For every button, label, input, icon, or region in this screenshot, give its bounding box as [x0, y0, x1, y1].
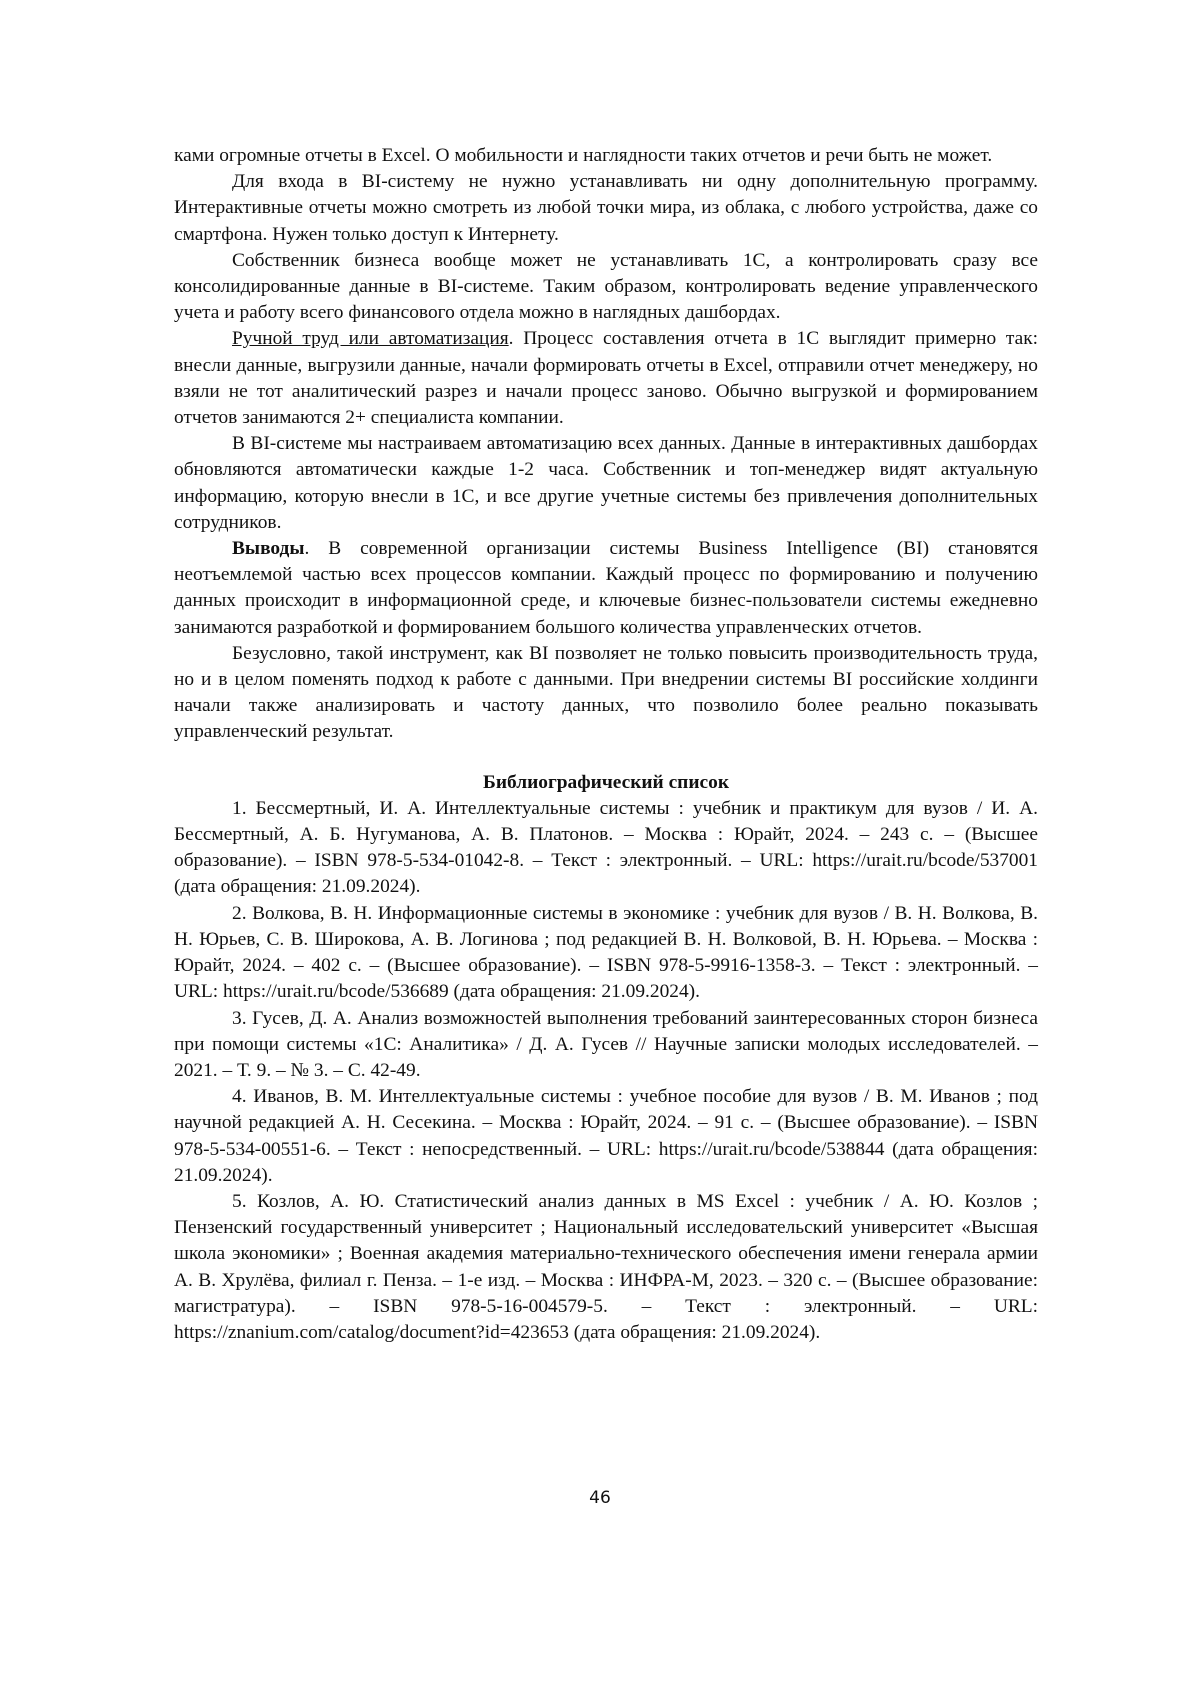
bibliography-list: [174, 796, 1038, 1346]
paragraph-conclusions: [174, 536, 1038, 641]
conclusions-text: . В современной организации системы Business Intelligence (BI) становятся неотъемлемой частью всех процессов компании. Каждый процесс по формированию и получению данных происходит в информационной среде, и ключевые бизнес-пользователи системы ежедневно занимаются разработкой и формированием большого количества управленческих отчетов.: [174, 538, 1038, 638]
page-number: 46: [589, 1488, 611, 1508]
manual-work-text: . Процесс составления отчета в 1С выглядит примерно так: внесли данные, выгрузили данные, начали формировать отчеты в Excel, отправили отчет менеджеру, но взяли не тот аналитический разрез и начали процесс заново. Обычно выгрузкой и формированием отчетов занимаются 2+ специалиста компании.: [174, 328, 1038, 429]
bibliography-item: 4. Иванов, В. М. Интеллектуальные системы : учебное пособие для вузов / В. М. Иванов ; под научной редакцией А. Н. Сесекина. – Москва : Юрайт, 2024. – 91 с. – (Высшее образование). – ISBN 978-5-534-00551-6. – Текст : непосредственный. – URL: https://urait.ru/bcode/538844 (дата обращения: 21.09.2024).: [174, 1086, 1038, 1186]
bibliography-item: 3. Гусев, Д. А. Анализ возможностей выполнения требований заинтересованных сторон бизнеса при помощи системы «1С: Аналитика» / Д. А. Гусев // Научные записки молодых исследователей. – 2021. – Т. 9. – № 3. – С. 42-49.: [174, 1007, 1038, 1081]
paragraph-continued: ками огромные отчеты в Excel. О мобильности и наглядности таких отчетов и речи быть не может.: [174, 145, 993, 166]
manual-work-heading: Ручной труд или автоматизация: [232, 328, 509, 350]
conclusions-heading: Выводы: [232, 538, 305, 560]
paragraph-automation: В BI-системе мы настраиваем автоматизацию всех данных. Данные в интерактивных дашбордах обновляются автоматически каждые 1-2 часа. Собственник и топ-менеджер видят актуальную информацию, которую внесли в 1С, и все другие учетные системы без привлечения дополнительных сотрудников.: [174, 433, 1038, 533]
paragraph-bi-access: Для входа в BI-систему не нужно устанавливать ни одну дополнительную программу. Интерактивные отчеты можно смотреть из любой точки мира, из облака, с любого устройства, даже со смартфона. Нужен только доступ к Интернету.: [174, 171, 1038, 245]
page-content: [174, 143, 1038, 1346]
bibliography-item: 2. Волкова, В. Н. Информационные системы в экономике : учебник для вузов / В. Н. Волкова, В. Н. Юрьев, С. В. Широкова, А. В. Логинова ; под редакцией В. Н. Волковой, В. Н. Юрьева. – Москва : Юрайт, 2024. – 402 с. – (Высшее образование). – ISBN 978-5-9916-1358-3. – Текст : электронный. – URL: https://urait.ru/bcode/536689 (дата обращения: 21.09.2024).: [174, 902, 1038, 1003]
paragraph-manual-work: [174, 326, 1038, 431]
paragraph-bi-benefits: Безусловно, такой инструмент, как BI позволяет не только повысить производительность труда, но и в целом поменять подход к работе с данными. При внедрении системы BI российские холдинги начали также анализировать и частоту данных, что позволило более реально показывать управленческий результат.: [174, 642, 1038, 743]
bibliography-item: 5. Козлов, А. Ю. Статистический анализ данных в MS Excel : учебник / А. Ю. Козлов ; Пензенский государственный университет ; Национальный исследовательский университет «Высшая школа экономики» ; Военная академия материально-технического обеспечения имени генерала армии А. В. Хрулёва, филиал г. Пенза. – 1-е изд. – Москва : ИНФРА-М, 2023. – 320 с. – (Высшее образование: магистратура). – ISBN 978-5-16-004579-5. – Текст : электронный. – URL: https://znanium.com/catalog/document?id=423653 (дата обращения: 21.09.2024).: [174, 1190, 1038, 1343]
paragraph-owner-control: Собственник бизнеса вообще может не устанавливать 1С, а контролировать сразу все консолидированные данные в BI-системе. Таким образом, контролировать ведение управленческого учета и работу всего финансового отдела можно в наглядных дашбордах.: [174, 249, 1038, 324]
bibliography-item: 1. Бессмертный, И. А. Интеллектуальные системы : учебник и практикум для вузов / И. А. Бессмертный, А. Б. Нугуманова, А. В. Платонов. – Москва : Юрайт, 2024. – 243 с. – (Высшее образование). – ISBN 978-5-534-01042-8. – Текст : электронный. – URL: https://urait.ru/bcode/537001 (дата обращения: 21.09.2024).: [174, 797, 1038, 898]
bibliography-title: Библиографический список: [483, 771, 729, 793]
